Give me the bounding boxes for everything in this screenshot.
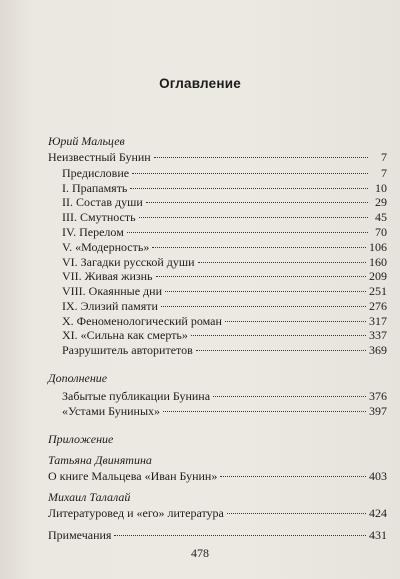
entry-page: 397 [369, 404, 387, 418]
leader-dots [154, 157, 368, 158]
entry-title: Разрушитель авторитетов [62, 343, 193, 357]
section-author: Юрий Мальцев [48, 134, 125, 148]
entry-page: 209 [369, 269, 387, 283]
section-heading: Дополнение [48, 371, 108, 385]
leader-dots [213, 396, 366, 397]
leader-dots [227, 513, 366, 514]
leader-dots [139, 217, 368, 218]
entry-title: X. Феноменологический роман [62, 314, 222, 328]
toc-entry[interactable] [48, 505, 387, 521]
entry-page: 7 [381, 166, 387, 180]
entry-title: V. «Модерность» [62, 240, 150, 254]
entry-title: IV. Перелом [62, 225, 124, 239]
entry-page: 70 [375, 225, 387, 239]
leader-dots [220, 476, 366, 477]
entry-page: 403 [369, 469, 387, 483]
entry-title: Неизвестный Бунин [48, 150, 151, 164]
leader-dots [198, 262, 366, 263]
entry-page: 160 [369, 255, 387, 269]
entry-title: Забытые публикации Бунина [62, 389, 211, 403]
entry-page: 376 [369, 389, 387, 403]
entry-title: IX. Элизий памяти [62, 299, 158, 313]
section-author: Татьяна Двинятина [48, 453, 152, 467]
toc-entry[interactable] [62, 327, 387, 343]
toc-entry[interactable] [62, 283, 387, 299]
leader-dots [161, 306, 366, 307]
entry-title: Примечания [48, 528, 112, 542]
leader-dots [156, 276, 366, 277]
entry-title: Предисловие [62, 166, 130, 180]
toc-entry[interactable] [62, 165, 387, 181]
toc-entry[interactable] [62, 342, 387, 358]
entry-page: 106 [369, 240, 387, 254]
leader-dots [132, 173, 368, 174]
entry-page: 337 [369, 328, 387, 342]
toc-entry[interactable] [62, 239, 387, 255]
entry-page: 369 [369, 343, 387, 357]
toc-entry[interactable] [62, 268, 387, 284]
entry-title: II. Состав души [62, 195, 143, 209]
entry-page: 7 [381, 150, 387, 164]
leader-dots [225, 321, 366, 322]
leader-dots [152, 247, 366, 248]
leader-dots [196, 350, 366, 351]
entry-page: 29 [375, 195, 387, 209]
entry-page: 431 [369, 528, 387, 542]
toc-entry-notes[interactable] [48, 527, 387, 543]
leader-dots [165, 291, 366, 292]
entry-title: «Устами Буниных» [62, 404, 161, 418]
entry-page: 317 [369, 314, 387, 328]
leader-dots [191, 335, 366, 336]
page-title: Оглавление [159, 76, 241, 91]
entry-title: VII. Живая жизнь [62, 269, 153, 283]
entry-title: О книге Мальцева «Иван Бунин» [48, 469, 218, 483]
toc-entry[interactable] [62, 388, 387, 404]
toc-entry[interactable] [48, 468, 387, 484]
entry-page: 276 [369, 299, 387, 313]
entry-title: I. Прапамять [62, 181, 128, 195]
toc-entry[interactable] [62, 194, 387, 210]
toc-entry-main[interactable] [48, 149, 387, 165]
toc-entry[interactable] [62, 403, 387, 419]
page-number: 478 [191, 546, 209, 560]
entry-title: VI. Загадки русской души [62, 255, 195, 269]
entry-page: 45 [375, 210, 387, 224]
entry-title: XI. «Сильна как смерть» [62, 328, 188, 342]
toc-entry[interactable] [62, 224, 387, 240]
leader-dots [127, 232, 368, 233]
entry-page: 424 [369, 506, 387, 520]
leader-dots [146, 202, 368, 203]
leader-dots [163, 411, 366, 412]
entry-title: Литературовед и «его» литература [48, 506, 224, 520]
entry-page: 10 [375, 181, 387, 195]
entry-title: III. Смутность [62, 210, 136, 224]
entry-page: 251 [369, 284, 387, 298]
toc-entry[interactable] [62, 298, 387, 314]
entry-title: VIII. Окаянные дни [62, 284, 162, 298]
leader-dots [130, 188, 368, 189]
toc-entry[interactable] [62, 209, 387, 225]
section-heading: Приложение [48, 432, 114, 446]
section-author: Михаил Талалай [48, 490, 131, 504]
leader-dots [114, 535, 366, 536]
